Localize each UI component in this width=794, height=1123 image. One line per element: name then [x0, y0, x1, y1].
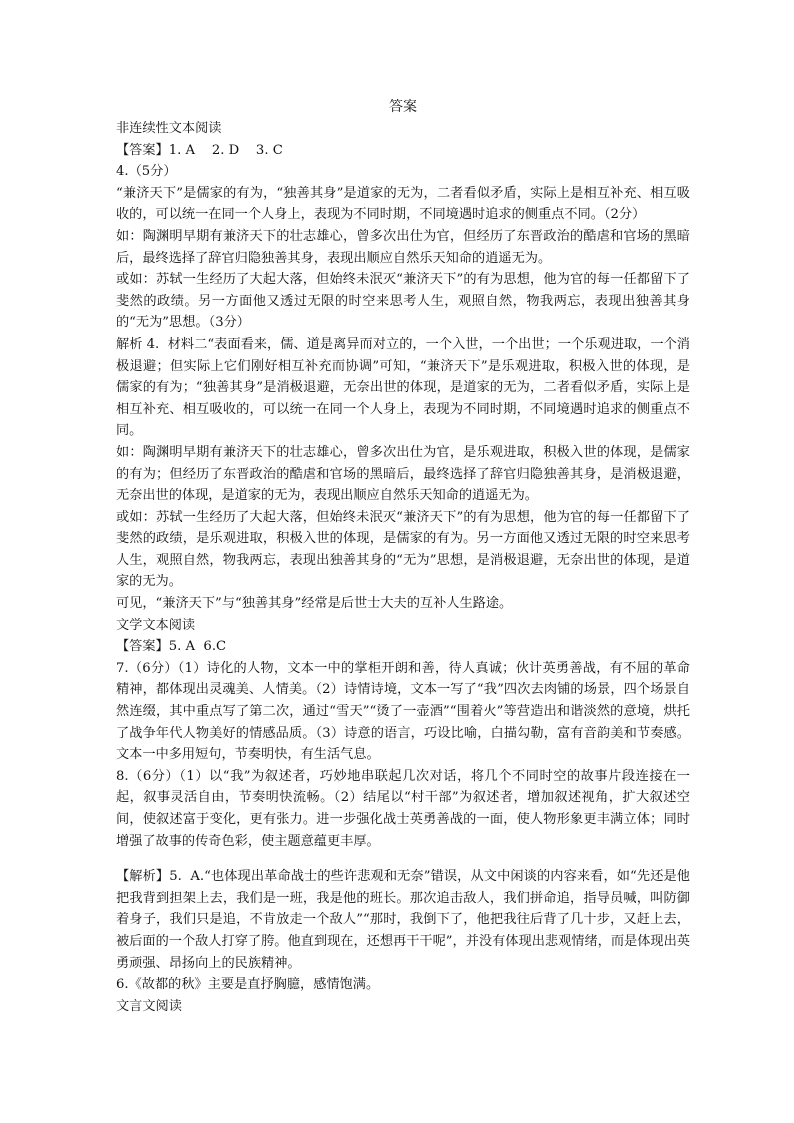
- section-heading-classical: 文言文阅读: [116, 998, 182, 1014]
- example-paragraph: 如：陶渊明早期有兼济天下的壮志雄心，曾多次出仕为官，是乐观进取，积极入世的体现，是儒家的有为；但经历了东晋政治的酷虐和官场的黑暗后，最终选择了辞官归隐独善其身，是消极退避，无奈出世的体现，是道家的无为，表现出顺应自然乐天知命的逍遥无为。: [116, 444, 690, 504]
- analysis-paragraph: 6.《故都的秋》主要是直抒胸臆，感情饱满。: [116, 977, 380, 993]
- answer-paragraph: “兼济天下”是儒家的有为，“独善其身”是道家的无为，二者看似矛盾，实际上是相互补充、相互吸收的，可以统一在同一个人身上，表现为不同时期，不同境遇时追求的侧重点不同。（2分）: [116, 185, 690, 223]
- section-heading-nonlinear: 非连续性文本阅读: [116, 121, 222, 136]
- answer-paragraph: 8.（6分）（1）以“我”为叙述者，巧妙地串联起几次对话，将几个不同时空的故事片段连接在一起，叙事灵活自由，节奏明快流畅。（2）结尾以“村干部”为叙述者，增加叙述视角，扩大叙述空间，使叙述富于变化，更有张力。进一步强化战士英勇善战的一面，使人物形象更丰满立体；同时增强了故事的传奇色彩，使主题意蕴更丰厚。: [116, 768, 690, 849]
- example-paragraph: 或如：苏轼一生经历了大起大落，但始终未泯灭“兼济天下”的有为思想，他为官的每一任都留下了斐然的政绩，是乐观进取，积极入世的体现，是儒家的有为。另一方面他又透过无限的时空来思考人生，观照自然，物我两忘，表现出独善其身的“无为”思想，是消极退避，无奈出世的体现，是道家的无为。: [116, 509, 690, 590]
- answer-page: [116, 96, 690, 1017]
- analysis-paragraph: 解析 4. 材料二“表面看来，儒、道是离异而对立的，一个入世，一个出世；一个乐观进取，一个消极退避；但实际上它们刚好相互补充而协调”可知，“兼济天下”是乐观进取，积极入世的体现，是儒家的有为；“独善其身”是消极退避，无奈出世的体现，是道家的无为，二者看似矛盾，实际上是相互补充、相互吸收的，可以统一在同一个人身上，表现为不同时期，不同境遇时追求的侧重点不同。: [116, 336, 690, 439]
- page-title: 答案: [389, 99, 417, 115]
- example-paragraph: 或如：苏轼一生经历了大起大落，但始终未泯灭“兼济天下”的有为思想，他为官的每一任都留下了斐然的政绩。另一方面他又透过无限的时空来思考人生，观照自然，物我两忘，表现出独善其身的“无为”思想。（3分）: [116, 272, 690, 331]
- example-paragraph: 如：陶渊明早期有兼济天下的壮志雄心，曾多次出仕为官，但经历了东晋政治的酷虐和官场的黑暗后，最终选择了辞官归隐独善其身，表现出顺应自然乐天知命的逍遥无为。: [116, 228, 690, 266]
- spacer: [116, 852, 690, 866]
- answer-line: 【答案】1. A 2. D 3. C: [116, 142, 283, 158]
- section-heading-literary: 文学文本阅读: [116, 617, 196, 633]
- answer-line: 【答案】5. A 6.C: [116, 639, 227, 655]
- question-number: 4.（5分）: [116, 164, 177, 180]
- analysis-paragraph: 【解析】5. A.“也体现出革命战士的些许悲观和无奈”错误，从文中闲谈的内容来看，如“先还是他把我背到担架上去，我们是一班，我是他的班长。那次追击敌人，我们拼命追，指导员喊，叫防御着身子，我们只是追，不肯放走一个敌人”“那时，我倒下了，他把我往后背了几十步，又赶上去，被后面的一个敌人打穿了胯。他直到现在，还想再干干呢”，并没有体现出悲观情绪，而是体现出英勇顽强、昂扬向上的民族精神。: [116, 869, 690, 971]
- answer-paragraph: 7.（6分）（1）诗化的人物，文本一中的掌柜开朗和善，待人真诚；伙计英勇善战，有不屈的革命精神，都体现出灵魂美、人情美。（2）诗情诗境，文本一写了“我”四次去肉铺的场景，四个场景自然连缀，其中重点写了第二次，通过“雪天”“烫了一壶酒”“围着火”等营造出和谐淡然的意境，烘托了战争年代人物美好的情感品质。（3）诗意的语言，巧设比喻，白描勾勒，富有音韵美和节奏感。文本一中多用短句，节奏明快，有生活气息。: [116, 660, 690, 763]
- conclusion-paragraph: 可见，“兼济天下”与“独善其身”经常是后世士大夫的互补人生路途。: [116, 596, 513, 612]
